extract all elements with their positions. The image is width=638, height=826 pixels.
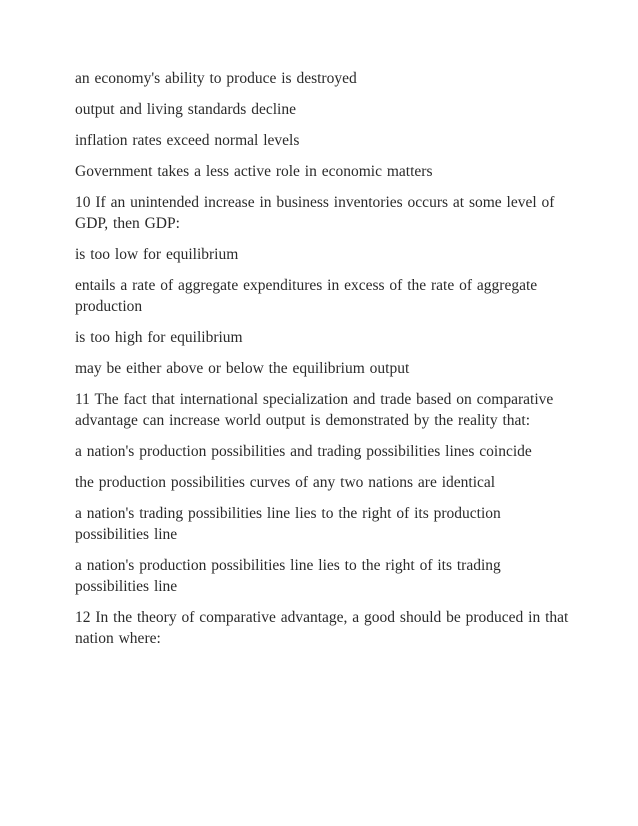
answer-option: a nation's production possibilities line lies to the right of its trading possibilities line xyxy=(75,557,501,595)
answer-option: a nation's trading possibilities line lies to the right of its production possibilities line xyxy=(75,505,501,543)
answer-option: an economy's ability to produce is destroyed xyxy=(75,70,357,87)
question-12: 12 In the theory of comparative advantage, a good should be produced in that nation where: xyxy=(75,609,569,647)
answer-option: Government takes a less active role in economic matters xyxy=(75,163,433,180)
answer-option: output and living standards decline xyxy=(75,101,296,118)
document-body xyxy=(75,68,570,659)
answer-option: may be either above or below the equilibrium output xyxy=(75,360,410,377)
question-10: 10 If an unintended increase in business inventories occurs at some level of GDP, then GDP: xyxy=(75,194,555,232)
answer-option: the production possibilities curves of any two nations are identical xyxy=(75,474,496,491)
answer-option: entails a rate of aggregate expenditures in excess of the rate of aggregate production xyxy=(75,277,538,315)
answer-option: inflation rates exceed normal levels xyxy=(75,132,300,149)
answer-option: is too high for equilibrium xyxy=(75,329,243,346)
question-11: 11 The fact that international specialization and trade based on comparative advantage can increase world output is demonstrated by the reality that: xyxy=(75,391,554,429)
answer-option: a nation's production possibilities and trading possibilities lines coincide xyxy=(75,443,532,460)
answer-option: is too low for equilibrium xyxy=(75,246,239,263)
